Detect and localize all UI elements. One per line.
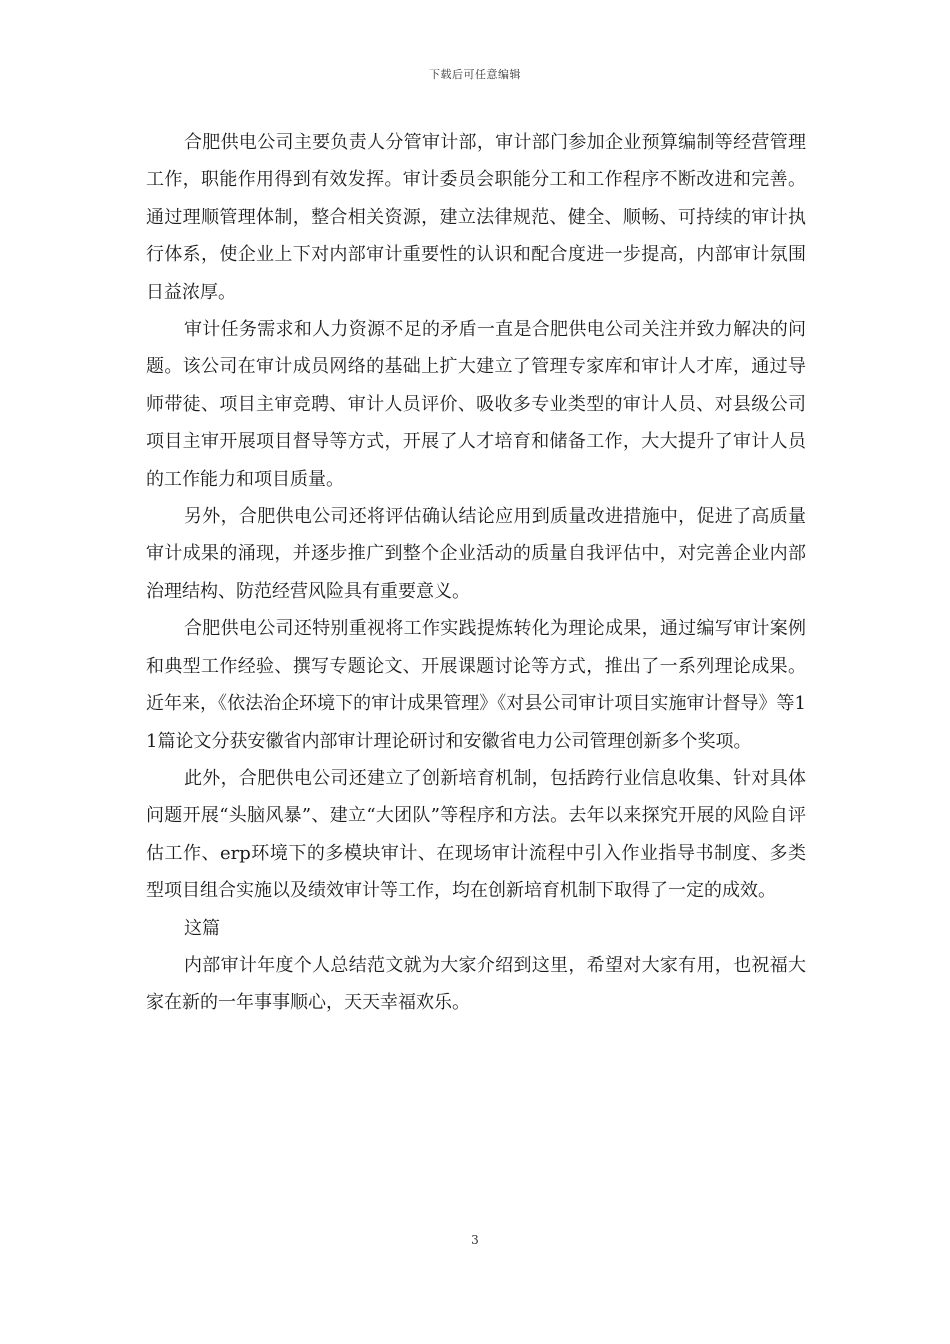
document-body: [146, 124, 806, 1022]
paragraph-innovation-mechanism: 此外，合肥供电公司还建立了创新培育机制，包括跨行业信息收集、针对具体问题开展“头脑风暴”、建立“大团队”等程序和方法。去年以来探究开展的风险自评估工作、erp环境下的多模块审计、在现场审计流程中引入作业指导书制度、多类型项目组合实施以及绩效审计等工作，均在创新培育机制下取得了一定的成效。: [146, 767, 806, 902]
page-number: 3: [471, 1233, 479, 1247]
paragraph-this-article: 这篇: [184, 917, 220, 939]
paragraph-theory-results: 合肥供电公司还特别重视将工作实践提炼转化为理论成果，通过编写审计案例和典型工作经验、撰写专题论文、开展课题讨论等方式，推出了一系列理论成果。近年来，《依法治企环境下的审计成果管理》《对县公司审计项目实施审计督导》等11篇论文分获安徽省内部审计理论研讨和安徽省电力公司管理创新多个奖项。: [146, 618, 806, 752]
page-header: 下载后可任意编辑: [429, 68, 521, 81]
paragraph-talent-training: 审计任务需求和人力资源不足的矛盾一直是合肥供电公司关注并致力解决的问题。该公司在审计成员网络的基础上扩大建立了管理专家库和审计人才库，通过导师带徒、项目主审竞聘、审计人员评价、吸收多专业类型的审计人员、对县级公司项目主审开展项目督导等方式，开展了人才培育和储备工作，大大提升了审计人员的工作能力和项目质量。: [146, 319, 806, 490]
paragraph-closing: 内部审计年度个人总结范文就为大家介绍到这里，希望对大家有用，也祝福大家在新的一年事事顺心，天天幸福欢乐。: [146, 954, 806, 1014]
paragraph-quality-assessment: 另外，合肥供电公司还将评估确认结论应用到质量改进措施中，促进了高质量审计成果的涌现，并逐步推广到整个企业活动的质量自我评估中，对完善企业内部治理结构、防范经营风险具有重要意义。: [146, 506, 806, 602]
paragraph-audit-structure: 合肥供电公司主要负责人分管审计部，审计部门参加企业预算编制等经营管理工作，职能作用得到有效发挥。审计委员会职能分工和工作程序不断改进和完善。通过理顺管理体制，整合相关资源，建立法律规范、健全、顺畅、可持续的审计执行体系，使企业上下对内部审计重要性的认识和配合度进一步提高，内部审计氛围日益浓厚。: [146, 132, 806, 303]
